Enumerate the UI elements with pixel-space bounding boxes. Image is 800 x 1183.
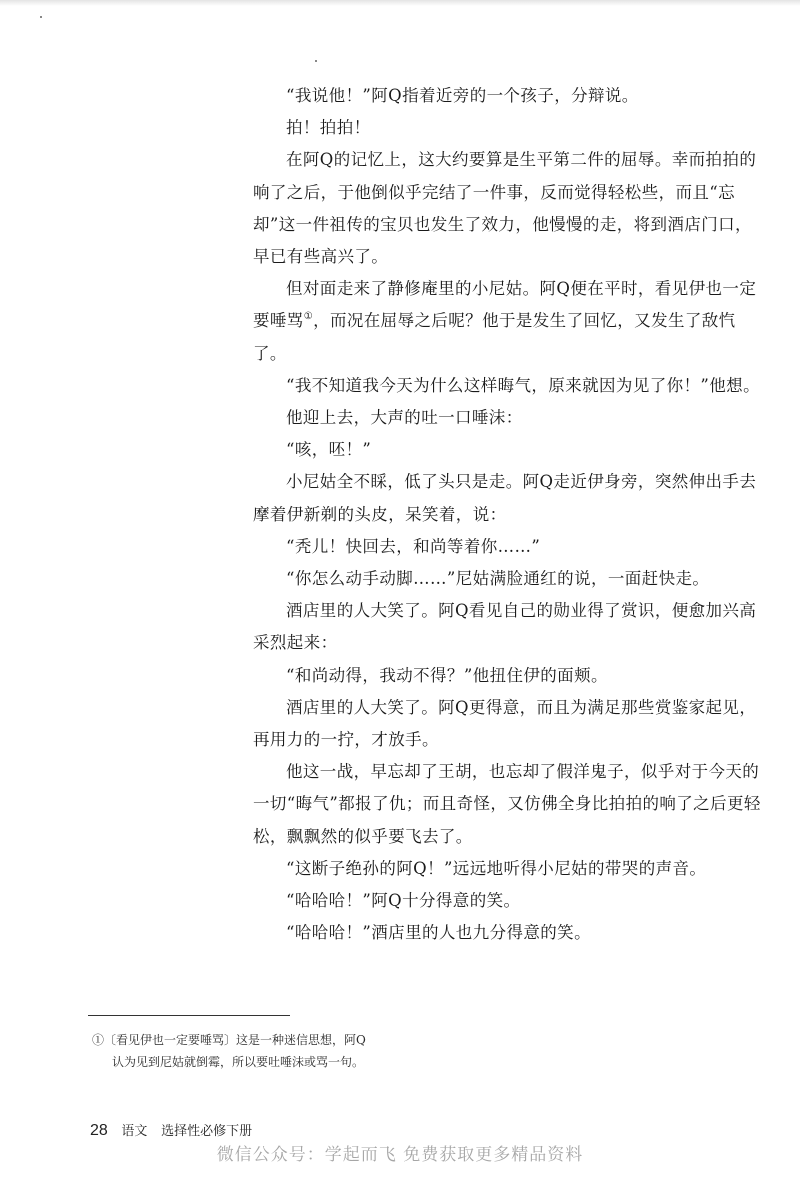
paragraph-text: 但对面走来了静修庵里的小尼姑。阿Q便在平时，看见伊也一定要唾骂 [253,279,757,331]
paragraph: “这断子绝孙的阿Q！”远远地听得小尼姑的带哭的声音。 [286,858,707,878]
scan-speck [40,16,42,18]
paragraph: “我说他！”阿Q指着近旁的一个孩子，分辩说。 [286,86,639,105]
watermark-text: 微信公众号：学起而飞 免费获取更多精品资料 [216,1145,584,1165]
paragraph-text: ，而况在屈辱之后呢？他于是发生了回忆，又发生了敌忾了。 [253,311,736,363]
paragraph: “哈哈哈！”酒店里的人也九分得意的笑。 [286,923,591,943]
paragraph: 酒店里的人大笑了。阿Q更得意，而且为满足那些赏鉴家起见，再用力的一拧，才放手。 [253,697,757,750]
scan-top-edge [0,0,800,6]
main-text [253,80,765,949]
footnote-line: 认为见到尼姑就倒霉，所以要吐唾沫或骂一句。 [112,1055,365,1069]
paragraph: “和尚动得，我动不得？”他扭住伊的面颊。 [286,665,608,685]
page-number: 28 [90,1122,108,1139]
subject-label: 语文 [121,1123,148,1138]
paragraph: 拍！拍拍！ [286,118,371,138]
paragraph: “咳，呸！” [286,440,372,460]
paragraph: 他迎上去，大声的吐一口唾沫： [286,408,523,428]
footnote-marker: ① [303,311,314,323]
paragraph: 酒店里的人大笑了。阿Q看见自己的勋业得了赏识，便愈加兴高采烈起来： [253,601,757,653]
paragraph: 在阿Q的记忆上，这大约要算是生平第二件的屈辱。幸而拍拍的响了之后，于他倒似乎完结了一件事，反而觉得轻松些，而且“忘却”这一件祖传的宝贝也发生了效力，他慢慢的走，将到酒店门口，早已有些高兴了。 [253,150,757,267]
paragraph: 他这一战，早忘却了王胡，也忘却了假洋鬼子，似乎对于今天的一切“晦气”都报了仇；而且奇怪，又仿佛全身比拍拍的响了之后更轻松，飘飘然的似乎要飞去了。 [253,762,761,846]
footnote-line: ①〔看见伊也一定要唾骂〕这是一种迷信思想，阿Q [92,1033,366,1047]
footnote [92,1029,452,1073]
paragraph: “哈哈哈！”阿Q十分得意的笑。 [286,891,521,911]
footnote-divider [88,1015,290,1016]
paragraph: 小尼姑全不睬，低了头只是走。阿Q走近伊身旁，突然伸出手去摩着伊新剃的头皮，呆笑着，说： [253,472,757,524]
paragraph: “我不知道我今天为什么这样晦气，原来就因为见了你！”他想。 [286,375,760,395]
paragraph [253,273,765,370]
page-footer [90,1120,252,1140]
scan-speck [315,60,317,62]
paragraph: “你怎么动手动脚……”尼姑满脸通红的说，一面赶快走。 [286,569,710,589]
book-title: 选择性必修下册 [161,1123,253,1138]
paragraph: “秃儿！快回去，和尚等着你……” [286,536,541,556]
